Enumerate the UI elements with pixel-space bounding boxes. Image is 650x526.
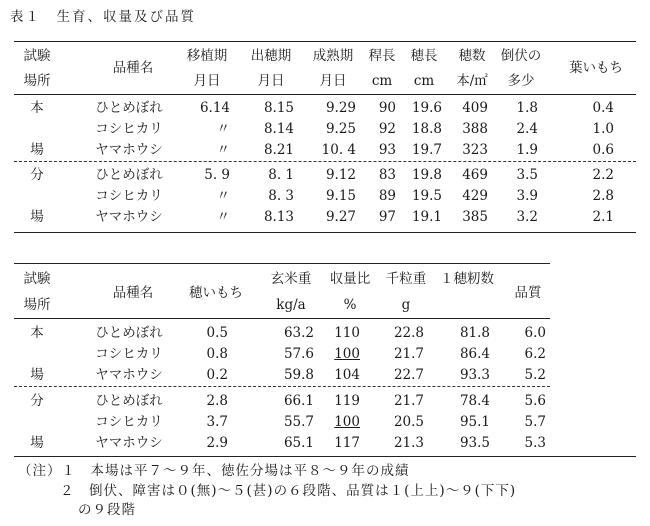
kernel-weight-cell: 21.3 <box>393 435 424 451</box>
t1-header-panicle-length: 穂長 <box>410 48 438 64</box>
kernel-weight-cell: 22.7 <box>393 367 424 383</box>
panicles-cell: 409 <box>462 100 488 116</box>
footnote-2-continued: の９段階 <box>78 502 136 518</box>
panicles-cell: 429 <box>462 188 488 204</box>
footnote-2: ２ 倒伏、障害は０(無)～５(甚)の６段階、品質は１(上上)～９(下下) <box>60 483 517 499</box>
table1-group-separator <box>14 161 636 162</box>
quality-cell: 6.0 <box>524 325 546 341</box>
leaf-blast-cell: 2.8 <box>592 188 614 204</box>
leaf-blast-cell: 2.1 <box>592 209 614 225</box>
maturity-cell: 9.15 <box>325 188 356 204</box>
lodging-cell: 1.8 <box>516 100 538 116</box>
kernel-weight-cell: 21.7 <box>393 393 424 409</box>
neck-blast-cell: 0.2 <box>206 367 228 383</box>
lodging-cell: 3.9 <box>516 188 538 204</box>
t2-unit-brown-rice: kg/a <box>276 297 306 313</box>
neck-blast-cell: 2.9 <box>206 435 228 451</box>
grains-cell: 95.1 <box>459 414 490 430</box>
quality-cell: 6.2 <box>524 346 546 362</box>
t1-header-culm: 稈長 <box>368 48 396 64</box>
t1-site-label: 本 <box>30 100 44 116</box>
panicles-cell: 469 <box>462 167 488 183</box>
maturity-cell: 9.12 <box>325 167 356 183</box>
t2-header-site: 試験 <box>23 271 51 287</box>
table1-top-rule <box>14 41 636 42</box>
variety-cell: コシヒカリ <box>95 346 163 362</box>
t1-unit-culm: cm <box>371 73 393 89</box>
variety-cell: ヤマホウシ <box>95 142 163 158</box>
grains-cell: 81.8 <box>459 325 490 341</box>
heading-cell: 8. 3 <box>268 188 294 204</box>
neck-blast-cell: 3.7 <box>206 414 228 430</box>
t1-header-lodging: 倒伏の <box>500 48 542 64</box>
grains-cell: 93.3 <box>459 367 490 383</box>
t2-site-label: 分 <box>30 393 44 409</box>
panicle-length-cell: 19.8 <box>411 167 442 183</box>
maturity-cell: 10. 4 <box>321 142 356 158</box>
culm-cell: 93 <box>378 142 396 158</box>
table2-header-rule <box>14 318 550 319</box>
lodging-cell: 1.9 <box>516 142 538 158</box>
heading-cell: 8.14 <box>263 121 294 137</box>
t2-header-neck-blast: 穂いもち <box>189 285 243 301</box>
panicle-length-cell: 18.8 <box>411 121 442 137</box>
grains-cell: 78.4 <box>459 393 490 409</box>
panicles-cell: 323 <box>462 142 488 158</box>
t1-header-transplant: 移植期 <box>186 48 228 64</box>
transplant-cell: 5. 9 <box>204 167 230 183</box>
t1-site-label: 分 <box>30 167 44 183</box>
t2-header-variety: 品種名 <box>112 285 154 301</box>
table2-group-separator <box>14 386 550 387</box>
brown-rice-cell: 59.8 <box>283 367 314 383</box>
heading-cell: 8.15 <box>263 100 294 116</box>
brown-rice-cell: 66.1 <box>283 393 314 409</box>
footnote-1: （注）１ 本場は平７～９年、徳佐分場は平８～９年の成績 <box>18 463 410 479</box>
heading-cell: 8.21 <box>263 142 294 158</box>
panicles-cell: 388 <box>462 121 488 137</box>
table1-bottom-rule <box>14 232 636 233</box>
quality-cell: 5.3 <box>524 435 546 451</box>
variety-cell: ヤマホウシ <box>95 367 163 383</box>
kernel-weight-cell: 20.5 <box>393 414 424 430</box>
t1-unit-maturity: 月日 <box>319 73 347 89</box>
brown-rice-cell: 65.1 <box>283 435 314 451</box>
transplant-cell: 〃 <box>216 142 230 158</box>
quality-cell: 5.2 <box>524 367 546 383</box>
t1-site-label: 場 <box>30 142 44 158</box>
culm-cell: 90 <box>378 100 396 116</box>
heading-cell: 8. 1 <box>268 167 294 183</box>
neck-blast-cell: 0.8 <box>206 346 228 362</box>
lodging-cell: 3.2 <box>516 209 538 225</box>
variety-cell: コシヒカリ <box>95 188 163 204</box>
t1-header-leaf-blast: 葉いもち <box>569 60 623 76</box>
leaf-blast-cell: 0.4 <box>592 100 614 116</box>
variety-cell: ヤマホウシ <box>95 209 163 225</box>
t2-header-grains-per-panicle: １穂籾数 <box>440 271 494 287</box>
quality-cell: 5.6 <box>524 393 546 409</box>
lodging-cell: 2.4 <box>516 121 538 137</box>
transplant-cell: 〃 <box>216 121 230 137</box>
t1-header-maturity: 成熟期 <box>312 48 354 64</box>
yield-ratio-cell: 110 <box>334 325 360 341</box>
t1-header-variety: 品種名 <box>112 60 154 76</box>
variety-cell: ひとめぼれ <box>95 325 163 341</box>
t1-unit-panicles: 本/㎡ <box>456 73 488 89</box>
t1-header-site: 試験 <box>23 48 51 64</box>
variety-cell: ひとめぼれ <box>95 167 163 183</box>
panicles-cell: 385 <box>462 209 488 225</box>
transplant-cell: 〃 <box>216 188 230 204</box>
t1-header-site-2: 場所 <box>23 73 51 89</box>
transplant-cell: 〃 <box>216 209 230 225</box>
yield-ratio-cell: 117 <box>334 435 360 451</box>
t2-header-kernel-weight: 千粒重 <box>385 271 427 287</box>
t2-site-label: 本 <box>30 325 44 341</box>
variety-cell: ヤマホウシ <box>95 435 163 451</box>
t1-unit-heading: 月日 <box>257 73 285 89</box>
maturity-cell: 9.29 <box>325 100 356 116</box>
grains-cell: 86.4 <box>459 346 490 362</box>
maturity-cell: 9.27 <box>325 209 356 225</box>
variety-cell: ひとめぼれ <box>95 393 163 409</box>
t2-unit-yield-ratio: % <box>343 297 357 313</box>
yield-ratio-cell-baseline: 100 <box>334 414 360 430</box>
t2-site-label: 場 <box>30 367 44 383</box>
culm-cell: 97 <box>378 209 396 225</box>
panicle-length-cell: 19.5 <box>411 188 442 204</box>
yield-ratio-cell-baseline: 100 <box>334 346 360 362</box>
kernel-weight-cell: 21.7 <box>393 346 424 362</box>
variety-cell: コシヒカリ <box>95 414 163 430</box>
brown-rice-cell: 55.7 <box>283 414 314 430</box>
culm-cell: 83 <box>378 167 396 183</box>
table-caption: 表１ 生育、収量及び品質 <box>10 9 196 25</box>
brown-rice-cell: 63.2 <box>283 325 314 341</box>
t2-header-quality: 品質 <box>514 285 542 301</box>
variety-cell: コシヒカリ <box>95 121 163 137</box>
yield-ratio-cell: 119 <box>334 393 360 409</box>
table2-top-rule <box>14 263 550 264</box>
culm-cell: 92 <box>378 121 396 137</box>
leaf-blast-cell: 1.0 <box>592 121 614 137</box>
t2-header-brown-rice: 玄米重 <box>270 271 312 287</box>
t1-header-panicles: 穂数 <box>458 48 486 64</box>
panicle-length-cell: 19.7 <box>411 142 442 158</box>
t1-unit-transplant: 月日 <box>193 73 221 89</box>
neck-blast-cell: 2.8 <box>206 393 228 409</box>
table2-bottom-rule <box>14 456 636 457</box>
panicle-length-cell: 19.1 <box>411 209 442 225</box>
lodging-cell: 3.5 <box>516 167 538 183</box>
yield-ratio-cell: 104 <box>334 367 360 383</box>
transplant-cell: 6.14 <box>199 100 230 116</box>
t1-site-label: 場 <box>30 209 44 225</box>
neck-blast-cell: 0.5 <box>206 325 228 341</box>
kernel-weight-cell: 22.8 <box>393 325 424 341</box>
t2-header-site-2: 場所 <box>23 297 51 313</box>
t2-header-yield-ratio: 収量比 <box>329 271 371 287</box>
panicle-length-cell: 19.6 <box>411 100 442 116</box>
t2-site-label: 場 <box>30 435 44 451</box>
maturity-cell: 9.25 <box>325 121 356 137</box>
variety-cell: ひとめぼれ <box>95 100 163 116</box>
quality-cell: 5.7 <box>524 414 546 430</box>
culm-cell: 89 <box>378 188 396 204</box>
grains-cell: 93.5 <box>459 435 490 451</box>
brown-rice-cell: 57.6 <box>283 346 314 362</box>
t2-unit-kernel-weight: g <box>401 297 411 313</box>
leaf-blast-cell: 2.2 <box>592 167 614 183</box>
t1-unit-panicle-length: cm <box>413 73 435 89</box>
t1-header-heading: 出穂期 <box>250 48 292 64</box>
table1-header-rule <box>14 94 636 95</box>
t1-unit-lodging: 多少 <box>507 73 535 89</box>
leaf-blast-cell: 0.6 <box>592 142 614 158</box>
heading-cell: 8.13 <box>263 209 294 225</box>
